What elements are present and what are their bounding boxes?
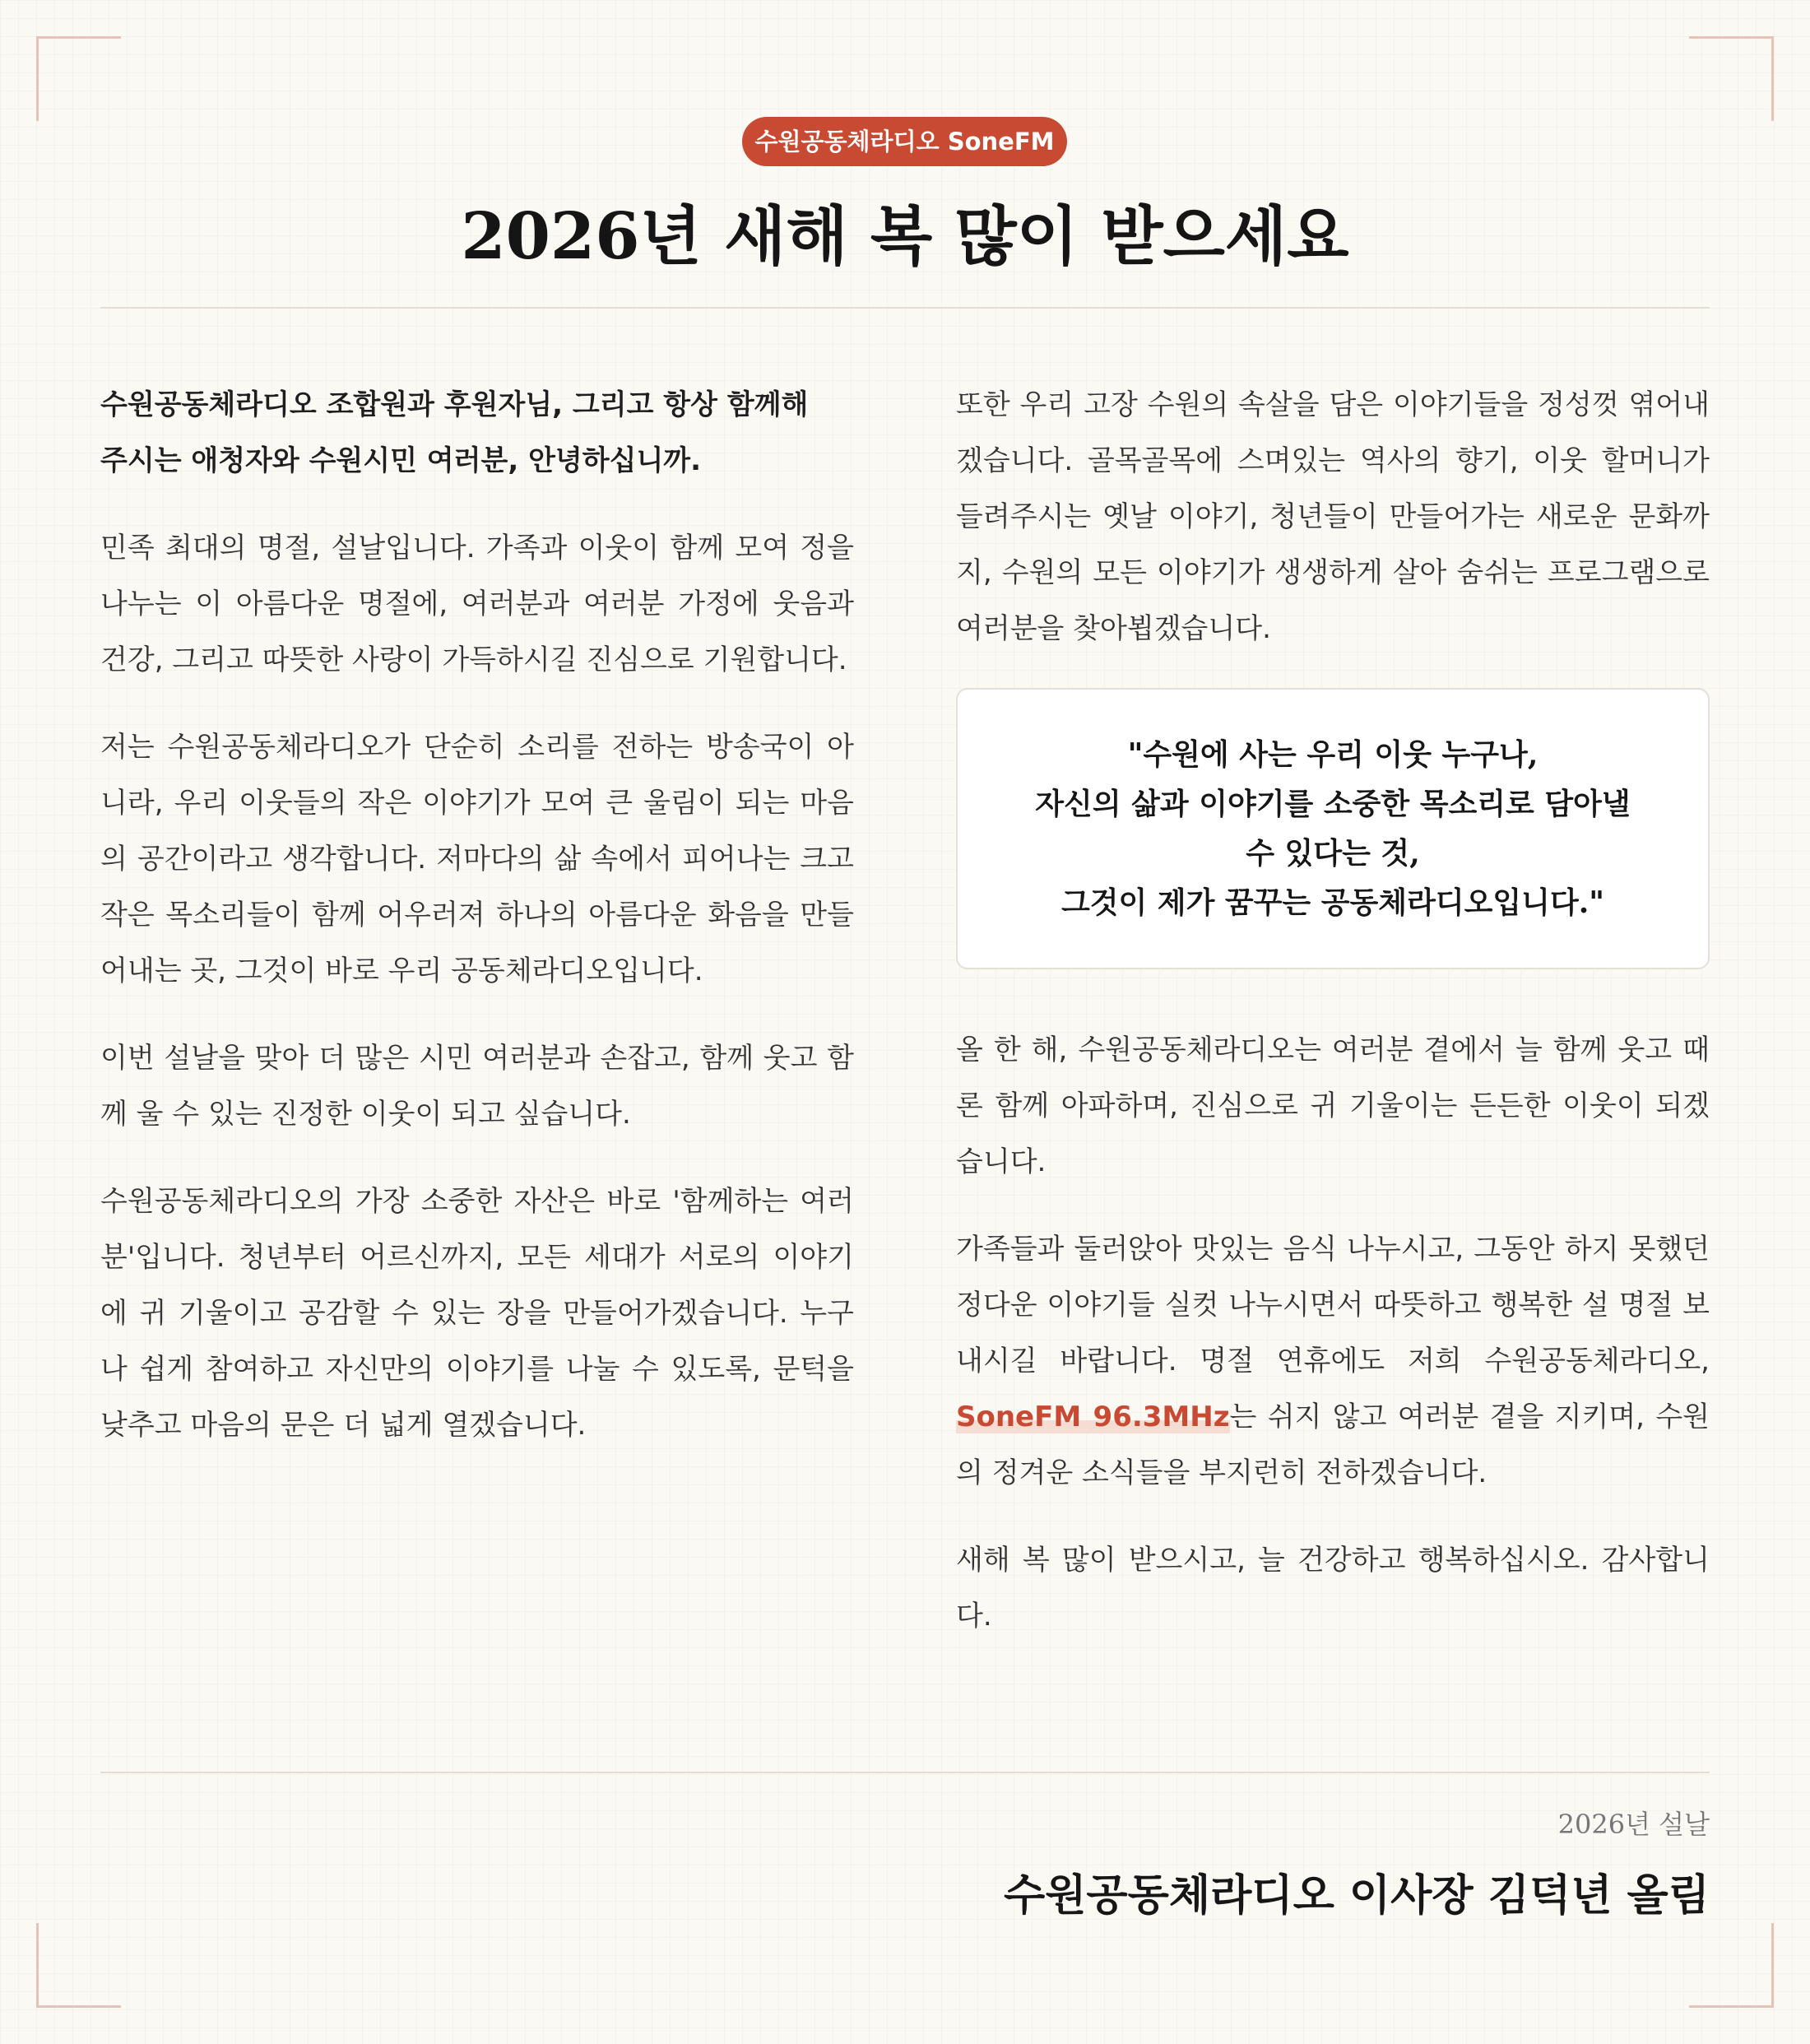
body-paragraph xyxy=(956,1221,1710,1501)
closing-paragraph: 새해 복 많이 받으시고, 늘 건강하고 행복하십시오. 감사합니다. xyxy=(956,1544,1710,1633)
corner-ornament-top-left xyxy=(36,36,121,121)
right-column xyxy=(956,377,1710,1675)
signature: 수원공동체라디오 이사장 김덕년 올림 xyxy=(1003,1870,1710,1921)
body-paragraph: 또한 우리 고장 수원의 속살을 담은 이야기들을 정성껏 엮어내겠습니다. 골목골목에 스며있는 역사의 향기, 이웃 할머니가 들려주시는 옛날 이야기, 청년들이 만들어가는 새로운 문화까지, 수원의 모든 이야기가 생생하게 살아 숨쉬는 프로그램으로 여러분을 찾아뵙겠습니다. xyxy=(956,388,1710,645)
corner-ornament-bottom-right xyxy=(1689,1923,1774,2008)
frequency-highlight: SoneFM 96.3MHz xyxy=(956,1401,1230,1433)
quote-line: 수 있다는 것, xyxy=(1246,836,1420,871)
quote-line: 자신의 삶과 이야기를 소중한 목소리로 담아낼 xyxy=(1035,787,1631,821)
quote-box xyxy=(956,688,1710,969)
body-paragraph: 올 한 해, 수원공동체라디오는 여러분 곁에서 늘 함께 웃고 때론 함께 아파하며, 진심으로 귀 기울이는 든든한 이웃이 되겠습니다. xyxy=(956,1034,1710,1178)
quote-line: 그것이 제가 꿈꾸는 공동체라디오입니다." xyxy=(1060,885,1605,920)
corner-ornament-bottom-left xyxy=(36,1923,121,2008)
top-divider xyxy=(100,307,1710,309)
corner-ornament-top-right xyxy=(1689,36,1774,121)
bottom-divider xyxy=(100,1772,1710,1773)
page-title: 2026년 새해 복 많이 받으세요 xyxy=(461,199,1349,274)
greeting-line-1: 수원공동체라디오 조합원과 후원자님, 그리고 항상 함께해 xyxy=(100,388,809,421)
body-paragraph: 이번 설날을 맞아 더 많은 시민 여러분과 손잡고, 함께 웃고 함께 울 수 있는 진정한 이웃이 되고 싶습니다. xyxy=(100,1042,854,1131)
greeting-line-2: 주시는 애청자와 수원시민 여러분, 안녕하십니까. xyxy=(100,444,702,477)
paragraph-text: 는 쉬지 않고 여러분 곁을 지키며, 수원의 정겨운 소식들을 부지런히 전하겠습니다. xyxy=(956,1401,1710,1489)
body-paragraph: 민족 최대의 명절, 설날입니다. 가족과 이웃이 함께 모여 정을 나누는 이 아름다운 명절에, 여러분과 여러분 가정에 웃음과 건강, 그리고 따뜻한 사랑이 가득하시길 진심으로 기원합니다. xyxy=(100,532,854,676)
body-paragraph: 저는 수원공동체라디오가 단순히 소리를 전하는 방송국이 아니라, 우리 이웃들의 작은 이야기가 모여 큰 울림이 되는 마음의 공간이라고 생각합니다. 저마다의 삶 속에서 피어나는 크고 작은 목소리들이 함께 어우러져 하나의 아름다운 화음을 만들어내는 곳, 그것이 바로 우리 공동체라디오입니다. xyxy=(100,731,854,987)
body-paragraph: 수원공동체라디오의 가장 소중한 자산은 바로 '함께하는 여러분'입니다. 청년부터 어르신까지, 모든 세대가 서로의 이야기에 귀 기울이고 공감할 수 있는 장을 만들어가겠습니다. 누구나 쉽게 참여하고 자신만의 이야기를 나눌 수 있도록, 문턱을 낮추고 마음의 문은 더 넓게 열겠습니다. xyxy=(100,1185,854,1442)
left-column xyxy=(100,377,854,1484)
greeting-paragraph xyxy=(100,377,854,489)
quote-line: "수원에 사는 우리 이웃 누구나, xyxy=(1127,737,1538,772)
letter-date: 2026년 설날 xyxy=(1557,1809,1710,1840)
station-badge: 수원공동체라디오 SoneFM xyxy=(742,117,1067,166)
paragraph-text: 가족들과 둘러앉아 맛있는 음식 나누시고, 그동안 하지 못했던 정다운 이야기들 실컷 나누시면서 따뜻하고 행복한 설 명절 보내시길 바랍니다. 명절 연휴에도 저희 수원공동체라디오, xyxy=(956,1233,1710,1377)
quote-text xyxy=(1035,730,1630,927)
